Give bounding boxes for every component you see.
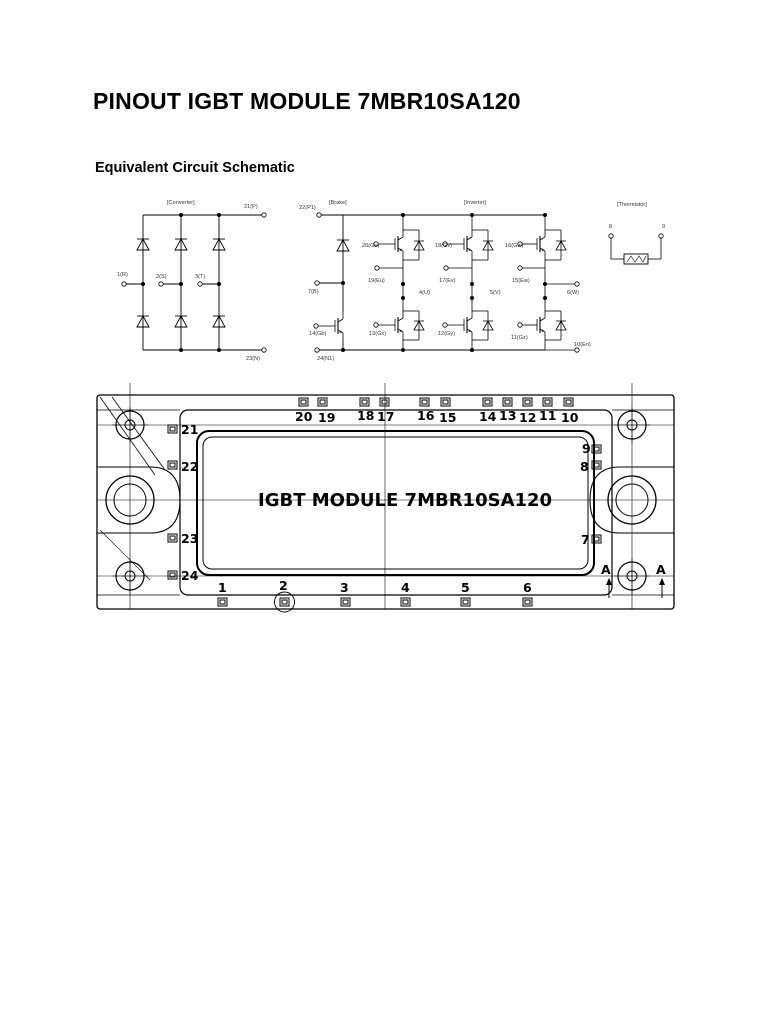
pin-label-1r: 1(R): [117, 272, 128, 278]
pin-label-3t: 3(T): [195, 274, 206, 280]
pin-label-6w: 6(W): [567, 290, 580, 296]
pin-14: 14: [479, 409, 497, 424]
pin-3: 3: [340, 580, 349, 595]
pin-7: 7: [581, 532, 590, 547]
pin-11: 11: [539, 408, 557, 423]
pin-5: 5: [461, 580, 470, 595]
pin-6: 6: [523, 580, 532, 595]
converter-label: [Converter]: [167, 200, 195, 206]
pin-label-9: 9: [662, 224, 666, 230]
pin-label-12gy: 12(Gy): [438, 331, 456, 337]
mounting-hole-top-left: [112, 407, 148, 443]
pin-23: 23: [181, 531, 199, 546]
pin-13: 13: [499, 408, 517, 423]
pin-label-5v: 5(V): [490, 290, 501, 296]
pin-label-17ev: 17(Ev): [439, 278, 456, 284]
pin-21: 21: [181, 422, 199, 437]
pin-label-16gw: 16(Gw): [505, 243, 524, 249]
pin-label-23n: 23(N): [246, 356, 260, 362]
schematic-heading: Equivalent Circuit Schematic: [95, 160, 295, 176]
pin-16: 16: [417, 408, 435, 423]
pin-label-8: 8: [609, 224, 613, 230]
pin-label-13gx: 13(Gx): [369, 331, 387, 337]
thermistor-label: [Thermistor]: [617, 202, 647, 208]
pin-label-22p1: 22(P1): [299, 205, 316, 211]
section-mark-a-right: A: [656, 562, 666, 577]
pin-label-24n1: 24(N1): [317, 356, 335, 362]
pin-label-10en: 10(En): [574, 342, 591, 348]
pin-label-19eu: 19(Eu): [368, 278, 385, 284]
pin-19: 19: [318, 410, 336, 425]
pin-label-14gb: 14(Gb): [309, 331, 327, 337]
pin-18: 18: [357, 408, 375, 423]
pin-24: 24: [181, 568, 199, 583]
pin-8: 8: [580, 459, 589, 474]
pin-label-15ew: 15(Ew): [512, 278, 530, 284]
pin-17: 17: [377, 409, 395, 424]
pin-label-21p: 21(P): [244, 204, 258, 210]
pin-2: 2: [279, 578, 288, 593]
section-mark-a-left: A: [601, 562, 611, 577]
pin-12: 12: [519, 410, 537, 425]
right-pin-numbers: [580, 441, 591, 547]
mounting-hole-top-right: [614, 407, 650, 443]
brake-label: [Brake]: [329, 200, 347, 206]
pin-label-2s: 2(S): [156, 274, 167, 280]
module-label: IGBT MODULE 7MBR10SA120: [258, 490, 553, 511]
pin-4: 4: [401, 580, 410, 595]
inverter-label: [Inverter]: [464, 200, 487, 206]
pin-10: 10: [561, 410, 579, 425]
pin-15: 15: [439, 410, 457, 425]
mounting-hole-bottom-right: [614, 558, 650, 594]
pin-label-7b: 7(B): [308, 289, 319, 295]
pin-label-4u: 4(U): [419, 290, 430, 296]
section-marks: [601, 562, 666, 598]
bottom-pin-numbers: [218, 578, 532, 595]
pin-9: 9: [582, 441, 591, 456]
mounting-hole-bottom-left: [112, 558, 148, 594]
pin-1: 1: [218, 580, 227, 595]
pin-label-20gu: 20(Gu): [362, 243, 380, 249]
pin-22: 22: [181, 459, 199, 474]
pin-20: 20: [295, 409, 313, 424]
pin-label-18gv: 18(Gv): [435, 243, 453, 249]
page-title: PINOUT IGBT MODULE 7MBR10SA120: [93, 88, 521, 114]
pin-label-11gz: 11(Gz): [511, 335, 528, 341]
